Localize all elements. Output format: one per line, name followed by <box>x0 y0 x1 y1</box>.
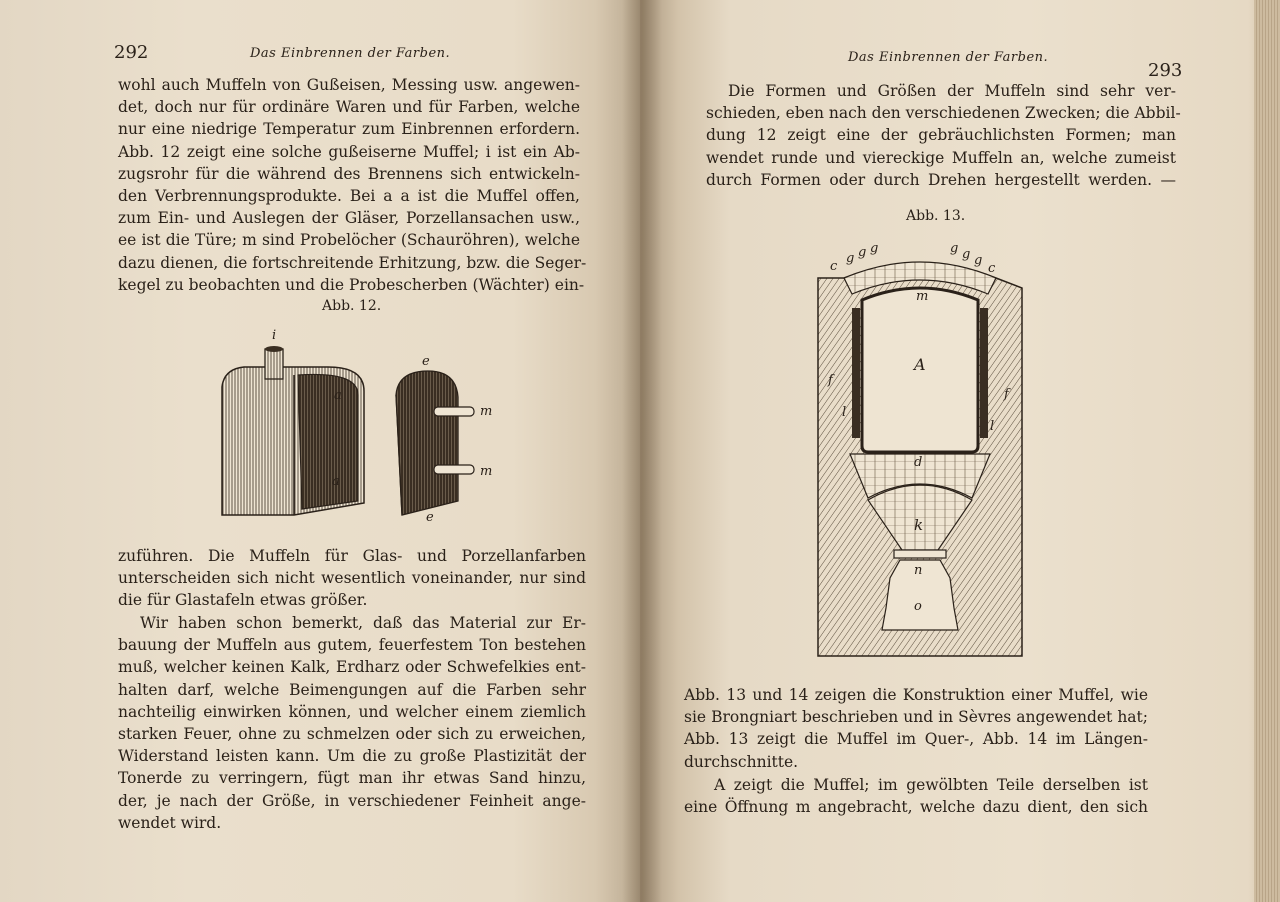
text-line: eine Öffnung m angebracht, welche dazu dient, den sich <box>684 798 1148 817</box>
text-line: dung 12 zeigt eine der gebräuchlichsten Formen; man <box>706 126 1176 145</box>
text-line: Abb. 12 zeigt eine solche gußeiserne Muffel; i ist ein Ab- <box>118 142 580 161</box>
figure-label: o <box>914 599 922 614</box>
page-number-left: 292 <box>114 42 149 63</box>
text-line: nur eine niedrige Temperatur zum Einbrennen erfordern. <box>118 120 580 139</box>
figure-label: g <box>858 245 867 260</box>
figure-label: m <box>480 404 493 419</box>
text-line: Abb. 13 zeigt die Muffel im Quer-, Abb. 14 im Längen- <box>684 730 1148 749</box>
figure-label: e <box>422 354 430 369</box>
text-line: Widerstand leisten kann. Um die zu große Plastizität der <box>118 747 586 766</box>
text-line: durch Formen oder durch Drehen hergestellt werden. — <box>706 170 1176 189</box>
text-line: bauung der Muffeln aus gutem, feuerfestem Ton bestehen <box>118 636 586 655</box>
text-line: Wir haben schon bemerkt, daß das Material zur Er- <box>140 614 586 632</box>
text-line: durchschnitte. <box>684 752 799 771</box>
right-paragraph-3 <box>684 774 1148 818</box>
text-line: det, doch nur für ordinäre Waren und für Farben, welche <box>118 98 580 117</box>
text-line: nachteilig einwirken können, und welcher einem ziemlich <box>118 702 586 721</box>
text-line: zugsrohr für die während des Brennens sich entwickeln- <box>118 164 580 183</box>
text-line: Abb. 13 und 14 zeigen die Konstruktion einer Muffel, wie <box>684 686 1148 704</box>
figure-label: c <box>988 261 996 276</box>
text-line: dazu dienen, die fortschreitende Erhitzung, bzw. die Seger- <box>118 253 587 272</box>
text-line: Die Formen und Größen der Muffeln sind sehr ver- <box>728 82 1176 100</box>
figure-label: g <box>950 241 959 256</box>
running-head-right: Das Einbrennen der Farben. <box>848 50 1049 65</box>
figure-label: g <box>870 241 879 256</box>
figure-label: f <box>828 373 833 388</box>
right-page <box>640 0 1280 902</box>
figure-caption-abb12: Abb. 12. <box>322 298 382 314</box>
figure-label: e <box>426 510 434 525</box>
text-line: Tonerde zu verringern, fügt man ihr etwas Sand hinzu, <box>118 769 586 788</box>
book-page-edges <box>1254 0 1280 902</box>
text-line: die für Glastafeln etwas größer. <box>118 591 368 610</box>
text-line: kegel zu beobachten und die Probescherben (Wächter) ein- <box>118 275 585 294</box>
text-line: wendet wird. <box>118 813 222 832</box>
text-line: schieden, eben nach den verschiedenen Zwecken; die Abbil- <box>706 104 1181 123</box>
figure-abb12-muffle <box>210 325 510 525</box>
figure-label: l <box>990 419 995 434</box>
text-line: wendet runde und viereckige Muffeln an, welche zumeist <box>706 148 1176 167</box>
text-line: muß, welcher keinen Kalk, Erdharz oder Schwefelkies ent- <box>118 658 586 677</box>
text-line: unterscheiden sich nicht wesentlich voneinander, nur sind <box>118 569 586 588</box>
figure-label: g <box>962 247 971 262</box>
text-line: A zeigt die Muffel; im gewölbten Teile derselben ist <box>714 776 1148 794</box>
binding-gutter <box>622 0 662 902</box>
figure-label: i <box>272 328 277 343</box>
figure-label: k <box>914 516 924 534</box>
text-line: den Verbrennungsprodukte. Bei a a ist die Muffel offen, <box>118 187 580 206</box>
text-line: ee ist die Türe; m sind Probelöcher (Schauröhren), welche <box>118 231 580 250</box>
left-paragraph-3 <box>118 612 586 834</box>
figure-label: d <box>914 455 923 470</box>
text-line: der, je nach der Größe, in verschiedener Feinheit ange- <box>118 791 586 810</box>
figure-label: l <box>842 405 847 420</box>
left-paragraph-2 <box>118 545 586 612</box>
figure-label: g <box>974 253 983 268</box>
figure-label: c <box>830 259 838 274</box>
figure-label: n <box>914 563 923 578</box>
figure-abb13-muffle-cross-section <box>800 238 1030 658</box>
figure-label: a <box>332 474 340 489</box>
text-line: halten darf, welche Beimengungen auf die Farben sehr <box>118 680 586 699</box>
figure-label: a <box>334 388 342 403</box>
right-paragraph-1 <box>706 80 1181 191</box>
text-line: zuführen. Die Muffeln für Glas- und Porzellanfarben <box>118 547 586 565</box>
figure-label: A <box>914 355 926 374</box>
text-line: sie Brongniart beschrieben und in Sèvres angewendet hat; <box>684 708 1148 727</box>
text-line: wohl auch Muffeln von Gußeisen, Messing usw. angewen- <box>118 76 580 94</box>
figure-label: f <box>1004 387 1009 402</box>
text-line: starken Feuer, ohne zu schmelzen oder sich zu erweichen, <box>118 725 586 744</box>
figure-label: m <box>916 289 929 304</box>
figure-label: g <box>846 251 855 266</box>
running-head-left: Das Einbrennen der Farben. <box>250 46 451 61</box>
left-paragraph-1 <box>118 74 587 296</box>
figure-caption-abb13: Abb. 13. <box>906 208 966 224</box>
page-number-right: 293 <box>1148 60 1183 81</box>
text-line: zum Ein- und Auslegen der Gläser, Porzellansachen usw., <box>118 209 580 228</box>
figure-label: m <box>480 464 493 479</box>
right-paragraph-2 <box>684 684 1148 773</box>
